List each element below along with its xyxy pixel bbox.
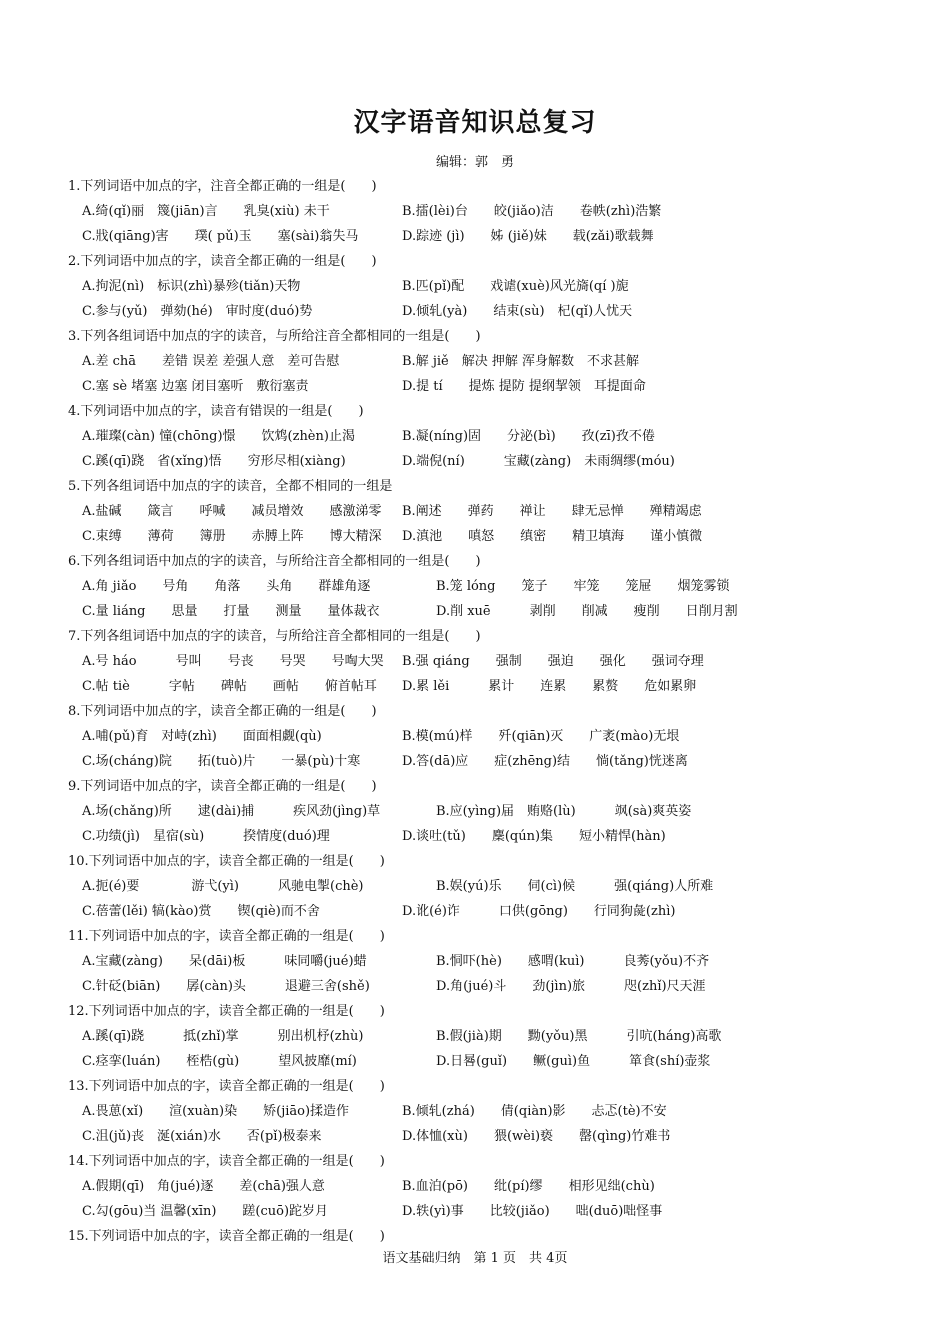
options-row: [68, 199, 928, 224]
option-left: A.璀璨(càn) 憧(chōng)憬 饮鸩(zhèn)止渴: [82, 429, 355, 444]
question-stem: 15.下列词语中加点的字，读音全都正确的一组是( ): [68, 1229, 385, 1244]
option-right: B.应(yìng)届 贿赂(lù) 飒(sà)爽英姿: [436, 804, 692, 819]
option-right: B.倾轧(zhá) 倩(qiàn)影 忐忑(tè)不安: [402, 1104, 667, 1119]
options-row: [68, 449, 928, 474]
option-right: D.累 lěi 累计 连累 累赘 危如累卵: [402, 679, 697, 694]
question-list: [68, 174, 928, 1249]
option-left: C.场(cháng)院 拓(tuò)片 一暴(pù)十寒: [82, 754, 361, 769]
question-stem: 6.下列各组词语中加点的字的读音，与所给注音全都相同的一组是( ): [68, 554, 481, 569]
question-stem: 14.下列词语中加点的字，读音全都正确的一组是( ): [68, 1154, 385, 1169]
option-right: B.娱(yú)乐 伺(cì)候 强(qiáng)人所难: [436, 879, 714, 894]
options-row: [68, 1199, 928, 1224]
options-row: [68, 574, 928, 599]
option-left: A.哺(pǔ)育 对峙(zhì) 面面相觑(qù): [82, 729, 322, 744]
options-row: [68, 274, 928, 299]
options-row: [68, 749, 928, 774]
option-right: B.凝(níng)固 分泌(bì) 孜(zī)孜不倦: [402, 429, 655, 444]
question-stem: 8.下列词语中加点的字，读音全都正确的一组是( ): [68, 704, 377, 719]
option-right: D.轶(yì)事 比较(jiǎo) 咄(duō)咄怪事: [402, 1204, 663, 1219]
options-row: [68, 424, 928, 449]
option-left: C.束缚 薄荷 簿册 赤膊上阵 博大精深: [82, 529, 382, 544]
options-row: [68, 374, 928, 399]
options-row: [68, 1024, 928, 1049]
option-left: A.假期(qī) 角(jué)逐 差(chā)强人意: [82, 1179, 325, 1194]
option-left: C.蓓蕾(lěi) 犒(kào)赏 锲(qiè)而不舍: [82, 904, 320, 919]
options-row: [68, 874, 928, 899]
option-right: B.血泊(pō) 纰(pí)缪 相形见绌(chù): [402, 1179, 655, 1194]
option-left: C.帖 tiè 字帖 碑帖 画帖 俯首帖耳: [82, 679, 377, 694]
option-left: C.蹊(qī)跷 省(xǐng)悟 穷形尽相(xiàng): [82, 454, 346, 469]
question-stem: 12.下列词语中加点的字，读音全都正确的一组是( ): [68, 1004, 385, 1019]
options-row: [68, 224, 928, 249]
option-left: C.戕(qiāng)害 璞( pǔ)玉 塞(sài)翁失马: [82, 229, 359, 244]
question-stem: 10.下列词语中加点的字，读音全都正确的一组是( ): [68, 854, 385, 869]
option-right: B.笼 lóng 笼子 牢笼 笼屉 烟笼雾锁: [436, 579, 730, 594]
option-right: B.解 jiě 解决 押解 浑身解数 不求甚解: [402, 354, 639, 369]
options-row: [68, 1049, 928, 1074]
option-left: A.角 jiǎo 号角 角落 头角 群雄角逐: [82, 579, 371, 594]
option-right: B.阐述 弹药 禅让 肆无忌惮 殚精竭虑: [402, 504, 702, 519]
options-row: [68, 599, 928, 624]
option-right: B.擂(lèi)台 皎(jiǎo)洁 卷帙(zhì)浩繁: [402, 204, 662, 219]
question-stem: 4.下列词语中加点的字，读音有错误的一组是( ): [68, 404, 364, 419]
option-right: D.提 tí 提炼 提防 提纲挈领 耳提面命: [402, 379, 646, 394]
options-row: [68, 299, 928, 324]
options-row: [68, 724, 928, 749]
option-left: A.拘泥(nì) 标识(zhì)暴殄(tiǎn)天物: [82, 279, 301, 294]
document-title: 汉字语音知识总复习: [353, 108, 597, 138]
options-row: [68, 949, 928, 974]
option-left: A.绮(qǐ)丽 篾(jiān)言 乳臭(xiù) 未干: [82, 204, 330, 219]
question-stem: 11.下列词语中加点的字，读音全都正确的一组是( ): [68, 929, 385, 944]
option-right: B.恫吓(hè) 感喟(kuì) 良莠(yǒu)不齐: [436, 954, 710, 969]
option-left: C.痉挛(luán) 桎梏(gù) 望风披靡(mí): [82, 1054, 357, 1069]
option-left: A.号 háo 号叫 号丧 号哭 号啕大哭: [82, 654, 384, 669]
question-stem: 2.下列词语中加点的字，读音全都正确的一组是( ): [68, 254, 377, 269]
option-right: D.端倪(ní) 宝藏(zàng) 未雨绸缪(móu): [402, 454, 675, 469]
options-row: [68, 974, 928, 999]
options-row: [68, 499, 928, 524]
option-left: C.针砭(biān) 孱(càn)头 退避三舍(shě): [82, 979, 370, 994]
option-left: C.勾(gōu)当 温馨(xīn) 蹉(cuō)跎岁月: [82, 1204, 329, 1219]
question-stem: 3.下列各组词语中加点的字的读音，与所给注音全都相同的一组是( ): [68, 329, 481, 344]
options-row: [68, 1174, 928, 1199]
options-row: [68, 649, 928, 674]
option-right: D.角(jué)斗 劲(jìn)旅 咫(zhǐ)尺天涯: [436, 979, 706, 994]
options-row: [68, 899, 928, 924]
option-left: A.宝藏(zàng) 呆(dāi)板 味同嚼(jué)蜡: [82, 954, 367, 969]
option-left: A.扼(é)要 游弋(yì) 风驰电掣(chè): [82, 879, 364, 894]
option-right: D.踪迹 (jì) 姊 (jiě)妹 载(zǎi)歌载舞: [402, 229, 654, 244]
option-right: B.匹(pǐ)配 戏谑(xuè)风光旖(qí )旎: [402, 279, 629, 294]
option-right: D.谈吐(tǔ) 麇(qún)集 短小精悍(hàn): [402, 829, 666, 844]
options-row: [68, 824, 928, 849]
question-stem: 5.下列各组词语中加点的字的读音，全都不相同的一组是: [68, 479, 393, 494]
option-right: B.模(mú)样 歼(qiān)灭 广袤(mào)无垠: [402, 729, 680, 744]
option-left: A.蹊(qī)跷 抵(zhǐ)掌 别出机杼(zhù): [82, 1029, 364, 1044]
option-left: C.塞 sè 堵塞 边塞 闭目塞听 敷衍塞责: [82, 379, 309, 394]
option-left: A.差 chā 差错 误差 差强人意 差可告慰: [82, 354, 340, 369]
option-right: D.日晷(guǐ) 鳜(guì)鱼 箪食(shí)壶浆: [436, 1054, 711, 1069]
editor-line: 编辑：郭 勇: [435, 155, 514, 170]
options-row: [68, 674, 928, 699]
question-stem: 1.下列词语中加点的字，注音全都正确的一组是( ): [68, 179, 377, 194]
option-left: C.功绩(jì) 星宿(sù) 揆情度(duó)理: [82, 829, 330, 844]
option-right: D.答(dā)应 症(zhēng)结 惝(tǎng)恍迷离: [402, 754, 688, 769]
page-footer: 语文基础归纳 第 1 页 共 4页: [382, 1251, 568, 1266]
option-left: C.沮(jǔ)丧 涎(xián)水 否(pǐ)极泰来: [82, 1129, 322, 1144]
option-left: C.参与(yǔ) 弹劾(hé) 审时度(duó)势: [82, 304, 313, 319]
options-row: [68, 1124, 928, 1149]
options-row: [68, 524, 928, 549]
option-left: A.场(chǎng)所 逮(dài)捕 疾风劲(jìng)草: [82, 804, 381, 819]
options-row: [68, 1099, 928, 1124]
option-left: A.畏葸(xǐ) 渲(xuàn)染 矫(jiāo)揉造作: [82, 1104, 350, 1119]
options-row: [68, 349, 928, 374]
option-right: D.体恤(xù) 猥(wèi)亵 罄(qìng)竹难书: [402, 1129, 671, 1144]
option-right: D.讹(é)诈 口供(gōng) 行同狗彘(zhì): [402, 904, 676, 919]
option-left: C.量 liáng 思量 打量 测量 量体裁衣: [82, 604, 380, 619]
question-stem: 7.下列各组词语中加点的字的读音，与所给注音全都相同的一组是( ): [68, 629, 481, 644]
option-right: D.倾轧(yà) 结束(sù) 杞(qǐ)人忧天: [402, 304, 633, 319]
option-right: D.削 xuē 剥削 削减 瘦削 日削月割: [436, 604, 738, 619]
question-stem: 13.下列词语中加点的字，读音全都正确的一组是( ): [68, 1079, 385, 1094]
option-left: A.盐碱 箴言 呼喊 减员增效 感激涕零: [82, 504, 382, 519]
option-right: B.假(jià)期 黝(yǒu)黑 引吭(háng)高歌: [436, 1029, 722, 1044]
options-row: [68, 799, 928, 824]
question-stem: 9.下列词语中加点的字，读音全都正确的一组是( ): [68, 779, 377, 794]
option-right: B.强 qiáng 强制 强迫 强化 强词夺理: [402, 654, 704, 669]
option-right: D.滇池 嗔怒 缜密 精卫填海 谨小慎微: [402, 529, 703, 544]
